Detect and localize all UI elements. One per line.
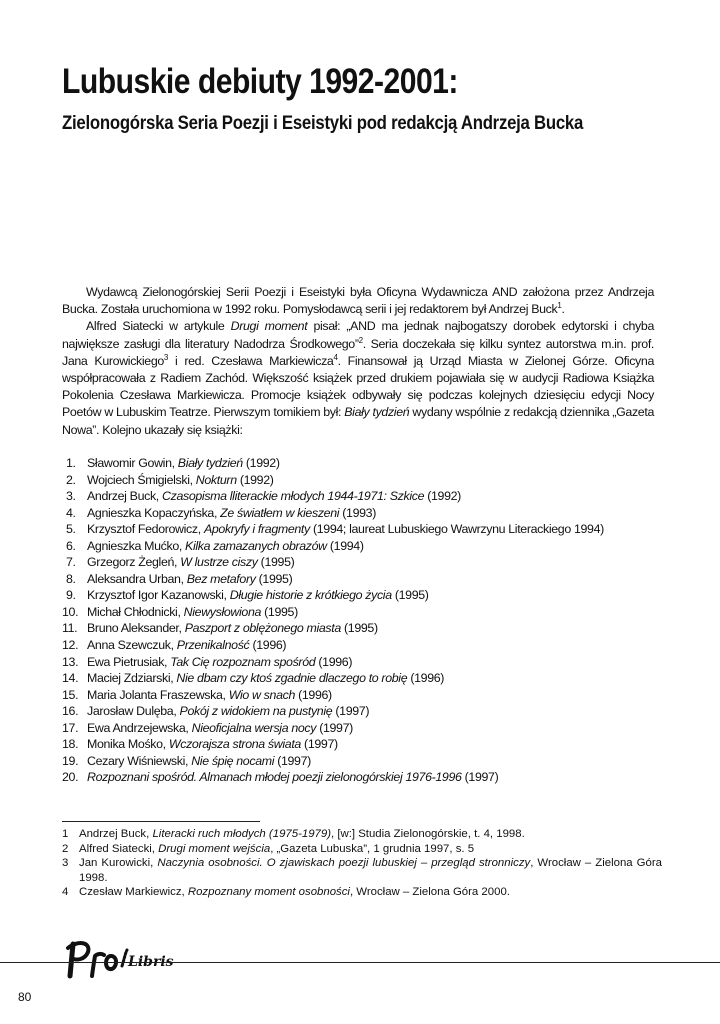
book-year: (1997): [332, 704, 370, 719]
paragraph-2: [62, 318, 654, 438]
page-subtitle: Zielonogórska Seria Poezji i Eseistyki pod redakcją Andrzeja Bucka: [62, 112, 584, 134]
book-year: (1995): [340, 621, 378, 636]
footnote-author: Czesław Markiewicz,: [79, 886, 188, 899]
book-title: Paszport z oblężonego miasta: [184, 621, 341, 636]
book-author: Michał Chłodnicki,: [87, 604, 184, 619]
footnote-author: Andrzej Buck,: [79, 828, 153, 840]
book-author: Ewa Andrzejewska,: [87, 720, 192, 735]
book-list-item: [62, 736, 662, 753]
book-author: Maciej Zdziarski,: [87, 671, 177, 686]
book-entry: [87, 687, 332, 704]
book-entry: [87, 587, 429, 604]
footnote: [62, 885, 662, 900]
book-list-item: [62, 720, 662, 737]
book-year: (1995): [255, 571, 293, 586]
book-list-item: [62, 769, 662, 786]
book-list-item: [62, 505, 662, 522]
paragraph-2-text-c: . Seria doczekała się kilku syntez autorstwa m.in. prof. Jana Kurowickiego: [62, 336, 655, 368]
book-entry: [87, 620, 378, 637]
paragraph-1-end: .: [561, 302, 565, 317]
book-number: 13.: [62, 654, 79, 669]
book-list-item: [62, 472, 662, 489]
book-list-item: [62, 753, 662, 770]
book-title: Czasopisma lliterackie młodych 1944-1971: Szkice: [162, 489, 425, 504]
book-year: (1996): [249, 638, 287, 653]
book-author: Monika Mośko,: [87, 737, 169, 752]
book-entry: [87, 736, 338, 753]
book-author: Ewa Pietrusiak,: [87, 654, 171, 669]
book-list-item: [62, 521, 662, 538]
book-list-item: [62, 554, 662, 571]
book-year: (1996): [407, 671, 445, 686]
book-number: 18.: [62, 737, 79, 752]
book-title: Kilka zamazanych obrazów: [185, 538, 327, 553]
book-title: Biały tydzień: [177, 456, 243, 470]
book-title: Długie historie z krótkiego życia: [229, 588, 392, 603]
book-number: 2.: [66, 472, 76, 487]
paragraph-2-text-d: i red. Czesława Markiewicza: [168, 353, 334, 368]
book-number: 8.: [66, 571, 76, 586]
book-entry: [87, 571, 292, 588]
book-number: 5.: [66, 522, 76, 537]
book-title: Rozpoznani spośród. Almanach młodej poezji zielonogórskiej 1976-1996: [87, 770, 462, 785]
book-number: 17.: [62, 720, 79, 735]
book-number: 16.: [62, 704, 79, 719]
book-title-bialy-tydzien: Biały tydzień: [344, 405, 410, 420]
paragraph-1-text: Wydawcą Zielonogórskiej Serii Poezji i Eseistyki była Oficyna Wydawnicza AND założona przez Andrzeja Bucka. Została uruchomiona w 1992 roku. Pomysłodawcą serii i jej redaktorem był Andrzej Buck: [62, 285, 654, 317]
footnote-source: , Wrocław – Zielona Góra 1998.: [79, 857, 662, 884]
page-number: 80: [18, 990, 32, 1004]
svg-text:Libris: Libris: [128, 954, 174, 970]
book-year: (1996): [295, 687, 332, 702]
book-author: Agnieszka Mućko,: [87, 538, 186, 553]
book-title: Ze światłem w kieszeni: [220, 505, 340, 520]
footnote-source: , „Gazeta Lubuska”, 1 grudnia 1997, s. 5: [270, 842, 475, 855]
book-author: Andrzej Buck,: [87, 489, 162, 504]
book-list-item: [62, 488, 662, 505]
book-list-item: [62, 637, 662, 654]
book-list-item: [62, 703, 662, 720]
book-number: 19.: [62, 753, 79, 768]
book-entry: [87, 538, 364, 555]
book-title: Nokturn: [195, 472, 237, 487]
book-author: Agnieszka Kopaczyńska,: [87, 505, 221, 520]
book-entry: [87, 720, 353, 737]
book-year: (1992): [424, 489, 461, 504]
paragraph-2-text-a: Alfred Siatecki w artykule: [86, 319, 231, 334]
book-list-item: [62, 587, 662, 604]
book-title: Nieoficjalna wersja nocy: [191, 720, 317, 735]
book-year: (1992): [242, 456, 280, 470]
footnote-text: [79, 885, 662, 900]
book-number: 3.: [66, 489, 76, 504]
footnote-author: Jan Kurowicki,: [79, 857, 158, 870]
book-number: 12.: [62, 638, 79, 653]
book-title: Pokój z widokiem na pustynię: [179, 704, 333, 719]
footnote-source: , [w:] Studia Zielonogórskie, t. 4, 1998.: [331, 828, 525, 840]
book-year: (1995): [391, 588, 429, 603]
article-body: [62, 284, 654, 439]
book-author: Anna Szewczuk,: [87, 638, 177, 653]
paragraph-2-text-b: pisał: „AND ma jednak najbogatszy dorobek edytorski i chyba największe zasługi dla literatury Nadodrza Środkowego”: [62, 319, 654, 351]
book-number: 14.: [62, 671, 79, 686]
footnote-number: 4: [62, 886, 69, 899]
footnote-text: [79, 827, 662, 842]
paragraph-2-text-e: . Finansował ją Urząd Miasta w Zielonej Górze. Oficyna współpracowała z Radiem Zachód. Większość książek przed drukiem pojawiała się w audycji Radiowa Książka Pokolenia Czesława Markiewicza. Promocje książek odbywały się podczas kolejnych dziesięciu edycji Nocy Poetów w Lubuskim Teatrze. Pierwszym tomikiem był:: [62, 353, 654, 420]
book-author: Krzysztof Fedorowicz,: [87, 522, 204, 537]
footnote-separator: [62, 821, 260, 822]
book-number: 7.: [66, 555, 76, 570]
book-list-item: [62, 687, 662, 704]
book-entry: [87, 455, 280, 472]
book-author: Bruno Aleksander,: [87, 621, 185, 636]
book-title: Nie dbam czy ktoś zgadnie dlaczego to robię: [176, 671, 408, 686]
book-list-item: [62, 571, 662, 588]
book-year: (1994): [326, 538, 364, 553]
footnote-author: Alfred Siatecki,: [79, 842, 159, 855]
book-year: (1994; laureat Lubuskiego Wawrzynu Literackiego 1994): [309, 522, 604, 537]
book-author: Maria Jolanta Fraszewska,: [87, 687, 229, 702]
book-year: (1997): [300, 737, 338, 752]
book-author: Aleksandra Urban,: [87, 571, 187, 586]
book-entry: [87, 521, 604, 538]
book-year: (1996): [315, 654, 353, 669]
book-number: 11.: [62, 621, 78, 636]
book-author: Jarosław Dulęba,: [87, 704, 180, 719]
book-year: (1997): [461, 770, 499, 785]
footnote-number: 3: [62, 857, 69, 870]
book-entry: [87, 505, 376, 522]
book-title: Bez metafory: [186, 571, 256, 586]
book-entry: [87, 637, 286, 654]
book-list-item: [62, 654, 662, 671]
paragraph-1: [62, 284, 654, 318]
book-author: Cezary Wiśniewski,: [87, 753, 192, 768]
footnote-text: [79, 842, 662, 857]
book-number: 6.: [66, 538, 76, 553]
book-entry: [87, 769, 498, 786]
footnote-title: Rozpoznany moment osobności: [187, 886, 350, 899]
footnote-title: Drugi moment wejścia: [158, 842, 271, 855]
footnote: [62, 856, 662, 885]
footnote: [62, 842, 662, 857]
book-entry: [87, 554, 294, 571]
book-list-item: [62, 670, 662, 687]
footnote-number: 1: [62, 828, 69, 840]
footnote-title: Literacki ruch młodych (1975-1979): [152, 828, 331, 840]
footer-rule: [0, 962, 720, 963]
book-title: Wczorajsza strona świata: [168, 737, 301, 752]
footnote-text: [79, 856, 662, 885]
book-title: Niewysłowiona: [183, 604, 262, 619]
article-title-drugi-moment: Drugi moment: [230, 319, 308, 334]
book-entry: [87, 488, 461, 505]
book-list-item: [62, 620, 662, 637]
book-year: (1992): [236, 472, 274, 487]
page-title: Lubuskie debiuty 1992-2001:: [62, 62, 458, 101]
book-title: Wio w snach: [228, 687, 295, 702]
footnote-ref-4[interactable]: 4: [333, 352, 338, 362]
paragraph-2-text-f: wydany wspólnie z redakcją dziennika „Gazeta Nowa”. Kolejno ukazały się książki:: [62, 405, 654, 437]
footnote-source: , Wrocław – Zielona Góra 2000.: [349, 886, 510, 899]
book-entry: [87, 753, 311, 770]
footnotes-list: [62, 827, 662, 900]
book-year: (1995): [261, 604, 298, 619]
book-list-item: [62, 455, 662, 472]
footnote-number: 2: [62, 842, 69, 855]
book-year: (1995): [257, 555, 295, 570]
book-number: 20.: [62, 770, 79, 785]
book-title: Nie śpię nocami: [191, 753, 275, 768]
book-entry: [87, 670, 444, 687]
book-number: 15.: [62, 687, 79, 702]
book-list: [62, 455, 662, 786]
book-title: Apokryfy i fragmenty: [203, 522, 310, 537]
book-year: (1997): [316, 720, 353, 735]
book-year: (1997): [274, 753, 311, 768]
pro-libris-logo: [64, 936, 184, 982]
book-author: Sławomir Gowin,: [87, 456, 178, 470]
book-entry: [87, 472, 274, 489]
book-list-item: [62, 538, 662, 555]
book-year: (1993): [339, 505, 376, 520]
footnote: [62, 827, 662, 842]
footnote-ref-1[interactable]: 1: [557, 301, 562, 311]
book-number: 10.: [62, 604, 79, 619]
footnote-title: Naczynia osobności. O zjawiskach poezji lubuskiej – przegląd stronniczy: [157, 857, 531, 870]
book-number: 1.: [66, 456, 76, 470]
footnote-ref-3[interactable]: 3: [163, 352, 169, 362]
book-entry: [87, 604, 298, 621]
book-author: Grzegorz Żegleń,: [87, 555, 181, 570]
book-title: W lustrze ciszy: [180, 555, 258, 570]
book-author: Krzysztof Igor Kazanowski,: [87, 588, 230, 603]
book-entry: [87, 703, 369, 720]
footnote-ref-2[interactable]: 2: [358, 335, 363, 345]
book-title: Przenikalność: [176, 638, 250, 653]
book-list-item: [62, 604, 662, 621]
book-author: Wojciech Śmigielski,: [87, 472, 196, 487]
book-entry: [87, 654, 352, 671]
book-number: 4.: [66, 505, 76, 520]
book-title: Tak Cię rozpoznam spośród: [170, 654, 316, 669]
book-number: 9.: [66, 588, 76, 603]
